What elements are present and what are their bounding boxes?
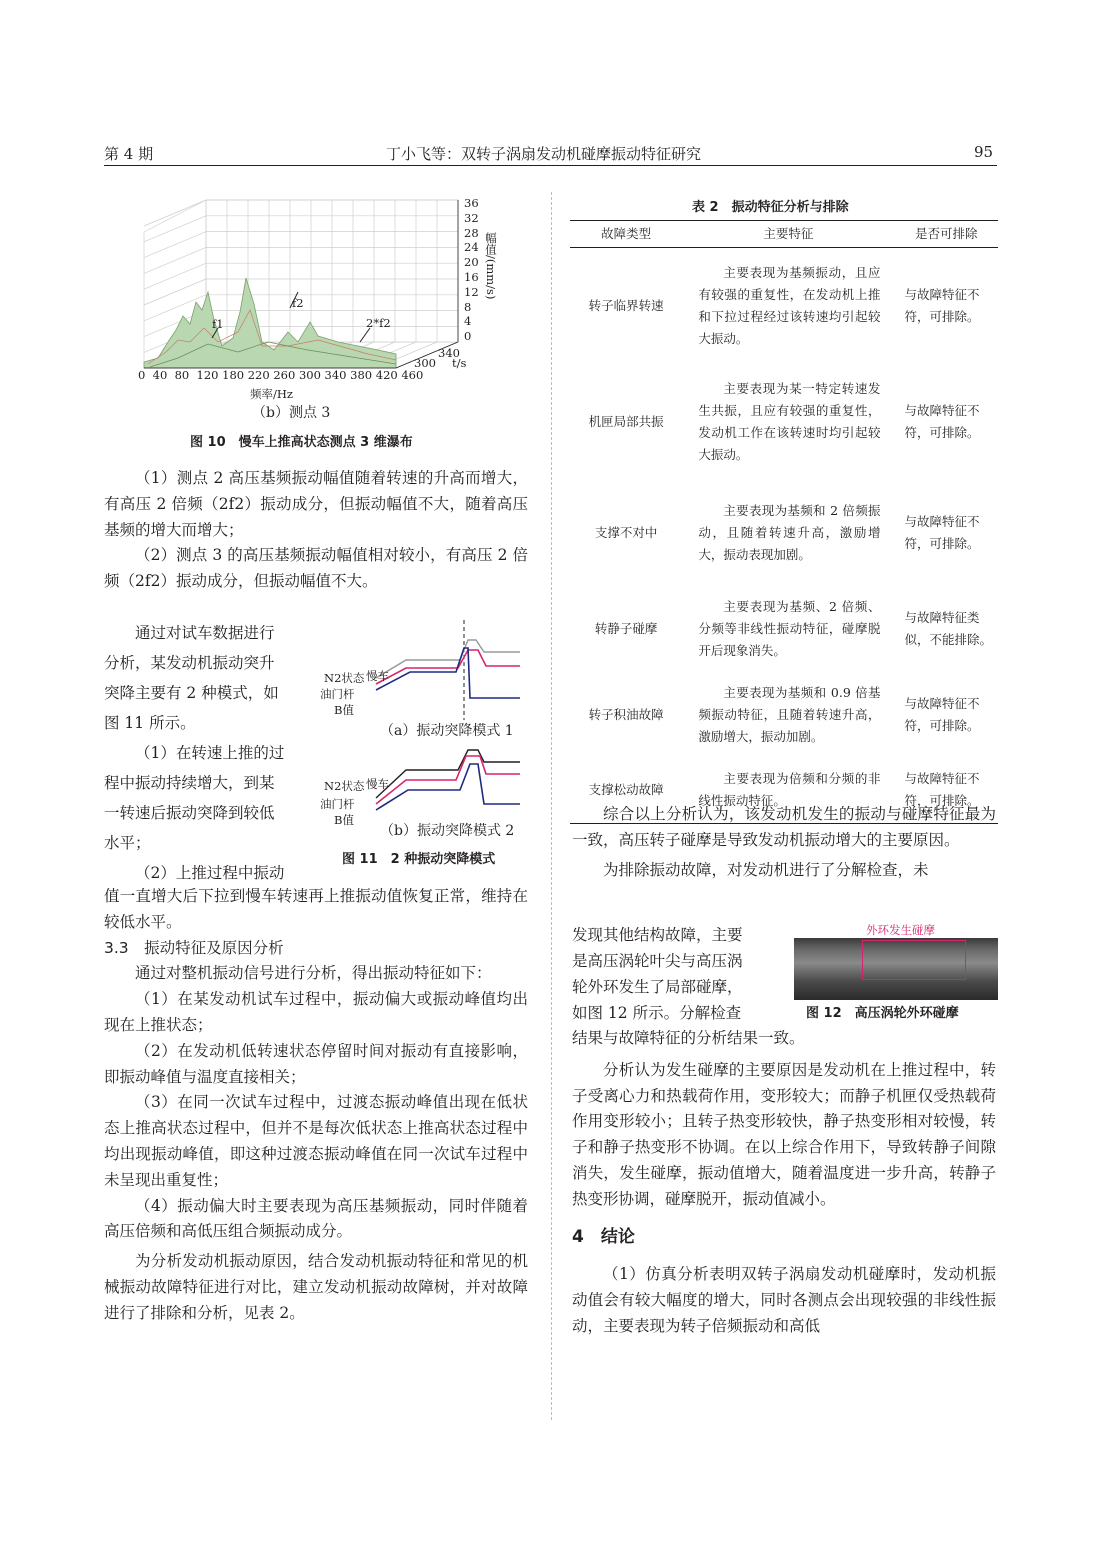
exclusion-cell: 与故障特征不符，可排除。 (904, 771, 980, 809)
turbine-ring-photo (794, 938, 998, 1000)
figure-10 (138, 192, 538, 452)
z-tick-label: 0 (464, 329, 472, 344)
feature-cell: 主要表现为基频振动，且应有较强的重复性，在发动机上推和下拉过程经过该转速均引起较大振动。 (698, 264, 881, 346)
text-line: 如图 12 所示。分解检查 (572, 1004, 742, 1022)
paragraph: 为分析发动机振动原因，结合发动机振动特征和常见的机械振动故障特征进行对比，建立发动机振动故障树，并对故障进行了排除和分析，见表 2。 (104, 1252, 528, 1322)
fault-type-cell: 支撑不对中 (594, 524, 658, 540)
exclusion-cell: 与故障特征不符，可排除。 (904, 695, 980, 733)
z-tick-label: 28 (464, 225, 479, 240)
figure-11-caption: 图 11 2 种振动突降模式 (342, 852, 496, 867)
feature-cell: 主要表现为某一特定转速发生共振，且应有较强的重复性，发动机工作在该转速时均引起较大振动。 (698, 380, 881, 462)
right-column-bottom (572, 1026, 996, 1340)
feature-cell: 主要表现为倍频和分频的非线性振动特征。 (698, 771, 881, 809)
paragraph: 为排除振动故障，对发动机进行了分解检查，未 (603, 860, 929, 879)
page-number: 95 (974, 143, 994, 161)
figure-11b-subcaption: （b）振动突降模式 2 (380, 823, 515, 839)
table-header: 主要特征 (682, 221, 894, 248)
fault-type-cell: 转子积油故障 (588, 706, 664, 722)
paragraph: （1）测点 2 高压基频振动幅值随着转速的升高而增大，有高压 2 倍频（2f2）振动成分，但振动幅值不大，随着高压基频的增大而增大； (104, 469, 528, 539)
text-line: 是高压涡轮叶尖与高压涡 (572, 952, 743, 970)
paragraph: （2）测点 3 的高压基频振动幅值相对较小，有高压 2 倍频（2f2）振动成分，但振动幅值不大。 (104, 546, 528, 591)
z-tick-label: 20 (464, 255, 479, 270)
ann-f1: f1 (212, 317, 224, 331)
label-slow-b: 慢车 (366, 777, 389, 791)
exclusion-cell: 与故障特征不符，可排除。 (904, 286, 980, 324)
section-heading-4: 4 结论 (572, 1226, 635, 1247)
x-tick-labels: 0 40 80 120 180 220 260 300 340 380 420 460 (138, 368, 424, 382)
paragraph: 结果与故障特征的分析结果一致。 (572, 1029, 805, 1047)
text-line: （1）在转速上推的过 (135, 744, 285, 762)
exclusion-cell: 与故障特征不符，可排除。 (904, 402, 980, 440)
feature-cell: 主要表现为基频、2 倍频、分频等非线性振动特征，碰摩脱开后现象消失。 (698, 598, 881, 658)
z-tick-labels (464, 196, 484, 344)
photo-annotation: 外环发生碰摩 (866, 923, 935, 937)
table-row (570, 248, 998, 364)
wrap-lines-right (572, 922, 792, 1026)
label-throttle-a: 油门杆 (320, 687, 355, 701)
table-header: 是否可排除 (895, 221, 998, 248)
paragraph: （1）仿真分析表明双转子涡扇发动机碰摩时，发动机振动值会有较大幅度的增大，同时各测点会出现较强的非线性振动，主要表现为转子倍频振动和高低 (572, 1265, 996, 1335)
figure-11 (318, 620, 530, 870)
label-throttle-b: 油门杆 (320, 797, 355, 811)
left-column-bottom (104, 884, 528, 1327)
rub-area-highlight (862, 940, 966, 980)
table-row (570, 586, 998, 672)
text-line: 发现其他结构故障，主要 (572, 926, 743, 944)
text-line: 突降主要有 2 种模式，如 (104, 684, 279, 702)
right-column-top (572, 802, 996, 883)
feature-cell: 主要表现为基频和 0.9 倍基频振动特征，且随着转速升高，激励增大，振动加剧。 (698, 684, 881, 744)
paragraph: （3）在同一次试车过程中，过渡态振动峰值出现在低状态上推高状态过程中，但并不是每次低状态上推高状态过程中均出现振动峰值，即这种过渡态振动峰值在同一次试车过程中未呈现出重复性； (104, 1093, 528, 1189)
table-row (570, 364, 998, 480)
text-line: 程中振动持续增大，到某 (104, 774, 275, 792)
header-rule (104, 165, 997, 166)
label-b-a: B值 (334, 703, 354, 717)
z-tick-label: 8 (464, 299, 472, 314)
paragraph: （4）振动偏大时主要表现为高压基频振动，同时伴随着高压倍频和高低压组合频振动成分。 (104, 1196, 528, 1241)
column-divider (551, 192, 552, 1420)
label-slow-a: 慢车 (366, 669, 389, 683)
ann-2f2: 2*f2 (366, 316, 391, 330)
z-tick-label: 12 (464, 284, 479, 299)
text-line: 图 11 所示。 (104, 714, 196, 732)
section-heading-3-3: 3.3 振动特征及原因分析 (104, 938, 284, 957)
wrap-lines (104, 618, 324, 888)
label-n2-b: N2状态 (324, 779, 365, 793)
exclusion-cell: 与故障特征类似，不能排除。 (904, 609, 993, 647)
z-tick-label: 24 (464, 240, 479, 255)
table-row (570, 672, 998, 758)
z-tick-label: 36 (464, 196, 479, 210)
feature-cell: 主要表现为基频和 2 倍频振动，且随着转速升高，激励增大，振动表现加剧。 (698, 502, 881, 562)
table-2 (570, 220, 998, 824)
paragraph: （1）在某发动机试车过程中，振动偏大或振动峰值均出现在上推状态； (104, 990, 528, 1034)
fault-type-cell: 转静子碰摩 (594, 620, 658, 636)
text-line: 一转速后振动突降到较低 (104, 804, 275, 822)
text-line: 水平； (104, 834, 151, 852)
table-header: 故障类型 (570, 221, 682, 248)
figure-12-caption: 图 12 高压涡轮外环碰摩 (806, 1006, 959, 1021)
ann-f2: f2 (292, 296, 304, 310)
z-tick-label: 4 (464, 314, 472, 329)
paragraph: 值一直增大后下拉到慢车转速再上推振动值恢复正常，维持在较低水平。 (104, 887, 528, 931)
figure-10-subcaption: （b）测点 3 (252, 405, 331, 421)
running-title: 丁小飞等：双转子涡扇发动机碰摩振动特征研究 (386, 145, 702, 163)
text-line: 轮外环发生了局部碰摩， (572, 978, 743, 996)
paragraph: 综合以上分析认为，该发动机发生的振动与碰摩特征最为一致，高压转子碰摩是导致发动机振动增大的主要原因。 (572, 805, 996, 849)
text-line: 分析，某发动机振动突升 (104, 654, 275, 672)
text-line: （2）上推过程中振动 (135, 864, 285, 882)
fault-type-cell: 机匣局部共振 (588, 413, 664, 429)
z-tick-label: 32 (464, 210, 479, 225)
figure-10-caption: 图 10 慢车上推高状态测点 3 维瀑布 (190, 435, 413, 450)
y-tick-300: 300 (414, 356, 436, 370)
paragraph: 分析认为发生碰摩的主要原因是发动机在上推过程中，转子受离心力和热载荷作用，变形较大；而静子机匣仅受热载荷作用变形较小；且转子热变形较快，静子热变形相对较慢，转子和静子热变形不协调。在以上综合作用下，导致转静子间隙消失，发生碰摩，振动值增大，随着温度进一步升高，转静子热变形协调，碰摩脱开，振动值减小。 (572, 1060, 996, 1208)
label-b-b: B值 (334, 813, 354, 827)
paragraph: （2）在发动机低转速状态停留时间对振动有直接影响，即振动峰值与温度直接相关； (104, 1041, 528, 1086)
paragraph: 通过对整机振动信号进行分析，得出振动特征如下： (135, 964, 492, 983)
z-axis-label: 幅值/(mm/s) (484, 232, 498, 300)
x-axis-label: 频率/Hz (250, 387, 293, 401)
figure-11a-subcaption: （a）振动突降模式 1 (380, 723, 514, 739)
y-tick-340: 340 (438, 346, 460, 360)
y-axis-label: t/s (452, 356, 467, 370)
label-n2-a: N2状态 (324, 671, 365, 685)
text-line: 通过对试车数据进行 (135, 624, 275, 642)
table-2-title: 表 2 振动特征分析与排除 (692, 200, 849, 215)
issue-number: 第 4 期 (104, 145, 154, 163)
fault-type-cell: 支撑松动故障 (588, 782, 664, 798)
left-column-top (104, 466, 528, 595)
exclusion-cell: 与故障特征不符，可排除。 (904, 513, 980, 551)
fault-type-cell: 转子临界转速 (588, 297, 664, 313)
table-row (570, 480, 998, 586)
z-tick-label: 16 (464, 269, 479, 284)
